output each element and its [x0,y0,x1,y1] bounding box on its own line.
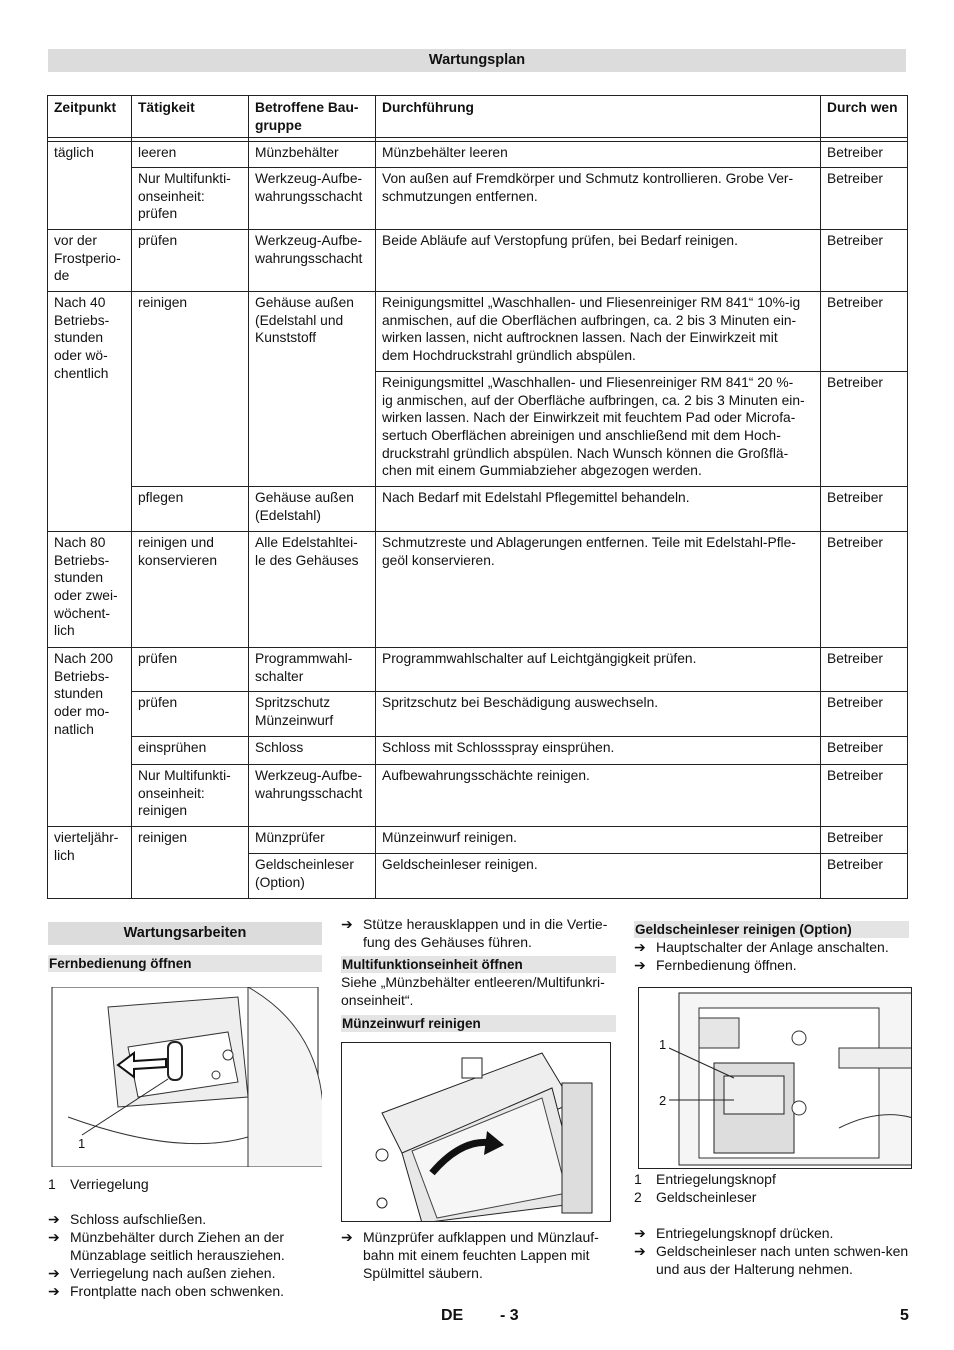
step-item [634,956,909,974]
cell-baugruppe: Werkzeug-Aufbe- wahrungsschacht [249,230,376,292]
cell-zeitpunkt: vierteljähr- lich [48,827,132,899]
step-item [48,1210,322,1228]
step-text: Schloss aufschließen. [70,1211,207,1227]
legend-item [634,1188,909,1206]
step-item [634,1224,909,1242]
cell-durch-wen: Betreiber [821,292,908,372]
table-header-row [48,96,908,138]
table-row [48,292,908,372]
cell-taetigkeit: Nur Multifunkti- onseinheit: reinigen [132,765,249,827]
cell-durchfuehrung: Münzeinwurf reinigen. [376,827,821,854]
cell-taetigkeit: pflegen [132,487,249,532]
cell-durch-wen: Betreiber [821,692,908,737]
cell-durchfuehrung: Beide Abläufe auf Verstopfung prüfen, bei Bedarf reinigen. [376,230,821,292]
arrow-right-icon: ➔ [341,916,353,932]
step-item [634,1242,909,1278]
cell-durchfuehrung: Nach Bedarf mit Edelstahl Pflegemittel behandeln. [376,487,821,532]
cell-durchfuehrung: Von außen auf Fremdkörper und Schmutz kontrollieren. Grobe Ver- schmutzungen entfernen. [376,168,821,230]
cell-durchfuehrung: Schmutzreste und Ablagerungen entfernen. Teile mit Edelstahl-Pfle- geöl konservieren. [376,532,821,648]
cell-zeitpunkt: Nach 200 Betriebs- stunden oder mo- natlich [48,648,132,827]
step-item [341,915,616,951]
cell-durchfuehrung: Schloss mit Schlossspray einsprühen. [376,737,821,765]
header-durchfuehrung: Durchführung [376,96,821,138]
cell-zeitpunkt: täglich [48,142,132,230]
cell-baugruppe: Programmwahl- schalter [249,648,376,692]
header-taetigkeit: Tätigkeit [132,96,249,138]
cell-durch-wen: Betreiber [821,142,908,168]
cell-taetigkeit: reinigen [132,827,249,899]
legend-text: Verriegelung [70,1176,149,1192]
cell-taetigkeit: prüfen [132,230,249,292]
cell-durch-wen: Betreiber [821,230,908,292]
cell-baugruppe: Schloss [249,737,376,765]
cell-baugruppe: Spritzschutz Münzeinwurf [249,692,376,737]
cell-durchfuehrung: Münzbehälter leeren [376,142,821,168]
cell-durch-wen: Betreiber [821,372,908,487]
figure-callout-2: 2 [659,1093,667,1108]
cell-durchfuehrung: Reinigungsmittel „Waschhallen- und Fliesenreiniger RM 841“ 10%-ig anmischen, auf die Oberflächen aufbringen, ca. 2 bis 3 Minuten ein- wirken lassen, nicht auftrocknen lassen. Nach der Einwirkzeit mit dem Hochdruckstrahl gründlich abspülen. [376,292,821,372]
figure-bill-reader [638,987,912,1169]
step-text: Fernbedienung öffnen. [656,957,797,973]
cell-baugruppe: Geldscheinleser (Option) [249,854,376,899]
step-item [634,938,909,956]
table-row [48,765,908,827]
table-row [48,142,908,168]
table-row [48,827,908,854]
subsection-title: Geldscheinleser reinigen (Option) [634,921,909,938]
arrow-right-icon: ➔ [48,1265,60,1281]
table-row [48,230,908,292]
cell-taetigkeit: Nur Multifunkti- onseinheit: prüfen [132,168,249,230]
figure-callout-1: 1 [659,1037,667,1052]
cell-durch-wen: Betreiber [821,765,908,827]
step-text: Verriegelung nach außen ziehen. [70,1265,276,1281]
cell-durchfuehrung: Geldscheinleser reinigen. [376,854,821,899]
legend-text: Geldscheinleser [656,1189,757,1205]
legend-number: 1 [48,1176,56,1192]
subsection-title: Münzeinwurf reinigen [341,1015,616,1032]
cell-zeitpunkt: vor der Frostperio- de [48,230,132,292]
bill-reader-illustration [639,988,912,1169]
header-baugruppe: Betroffene Bau- gruppe [249,96,376,138]
figure-coin-validator [341,1042,611,1222]
cell-taetigkeit: reinigen [132,292,249,487]
cell-baugruppe: Werkzeug-Aufbe- wahrungsschacht [249,765,376,827]
table-row [48,648,908,692]
step-text: Entriegelungsknopf drücken. [656,1225,834,1241]
footer-page-number: 5 [900,1307,909,1324]
arrow-right-icon: ➔ [634,939,646,955]
arrow-right-icon: ➔ [634,1243,646,1259]
cell-taetigkeit: leeren [132,142,249,168]
step-item [341,1228,616,1282]
cell-taetigkeit: reinigen und konservieren [132,532,249,648]
step-item [48,1282,322,1300]
subsection-title: Fernbedienung öffnen [48,955,322,972]
cell-baugruppe: Münzbehälter [249,142,376,168]
cell-durchfuehrung: Reinigungsmittel „Waschhallen- und Fliesenreiniger RM 841“ 20 %- ig anmischen, auf der Oberfläche aufbringen, ca. 2 bis 3 Minuten ein- wirken lassen. Nach der Einwirkzeit mit feuchtem Pad oder Microfa- sertuch Oberflächen abreinigen und anschließend mit dem Hoch- druckstrahl gründlich abspülen. Nach Wunsch können die Großflä- chen mit einem Gummiabzieher abgezogen werden. [376,372,821,487]
step-text: Frontplatte nach oben schwenken. [70,1283,285,1299]
arrow-right-icon: ➔ [341,1229,353,1245]
cell-baugruppe: Alle Edelstahltei- le des Gehäuses [249,532,376,648]
table-row [48,737,908,765]
cell-baugruppe: Gehäuse außen (Edelstahl) [249,487,376,532]
cell-durch-wen: Betreiber [821,532,908,648]
maintenance-table [47,95,908,899]
table-row [48,487,908,532]
remote-control-illustration [48,987,322,1167]
cell-zeitpunkt: Nach 40 Betriebs- stunden oder wö- chentlich [48,292,132,532]
step-item [48,1228,322,1264]
step-text: Münzbehälter durch Ziehen an der Münzablage seitlich herausziehen. [70,1229,285,1263]
header-durch-wen: Durch wen [821,96,908,138]
legend-item [48,1175,322,1193]
cell-taetigkeit: prüfen [132,648,249,692]
cell-durch-wen: Betreiber [821,648,908,692]
arrow-right-icon: ➔ [634,957,646,973]
cell-durchfuehrung: Aufbewahrungsschächte reinigen. [376,765,821,827]
step-text: Hauptschalter der Anlage anschalten. [656,939,889,955]
arrow-right-icon: ➔ [48,1211,60,1227]
cell-taetigkeit: prüfen [132,692,249,737]
legend-number: 2 [634,1189,642,1205]
step-item [48,1264,322,1282]
cell-durch-wen: Betreiber [821,168,908,230]
figure-callout-1: 1 [78,1136,86,1151]
cell-durch-wen: Betreiber [821,854,908,899]
cell-durchfuehrung: Programmwahlschalter auf Leichtgängigkeit prüfen. [376,648,821,692]
cell-durch-wen: Betreiber [821,737,908,765]
cell-baugruppe: Gehäuse außen (Edelstahl und Kunststoff [249,292,376,487]
legend-text: Entriegelungsknopf [656,1171,776,1187]
table-row [48,168,908,230]
cell-durch-wen: Betreiber [821,827,908,854]
arrow-right-icon: ➔ [48,1283,60,1299]
subsection-title: Multifunktionseinheit öffnen [341,956,616,973]
paragraph: Siehe „Münzbehälter entleeren/Multifunkri-onseinheit“. [341,974,605,1008]
footer-section-page: - 3 [500,1307,519,1324]
footer-language: DE [441,1307,464,1324]
arrow-right-icon: ➔ [634,1225,646,1241]
column-multifunktion [341,915,616,1282]
cell-taetigkeit: einsprühen [132,737,249,765]
figure-remote-control [48,987,322,1167]
header-zeitpunkt: Zeitpunkt [48,96,132,138]
cell-durch-wen: Betreiber [821,487,908,532]
column-geldscheinleser [634,915,909,1278]
column-wartungsarbeiten [48,915,322,1300]
cell-zeitpunkt: Nach 80 Betriebs- stunden oder zwei- wöchent- lich [48,532,132,648]
section-title: Wartungsarbeiten [48,922,322,945]
step-text: Münzprüfer aufklappen und Münzlauf-bahn mit einem feuchten Lappen mit Spülmittel säubern. [363,1229,599,1281]
cell-baugruppe: Werkzeug-Aufbe- wahrungsschacht [249,168,376,230]
cell-durchfuehrung: Spritzschutz bei Beschädigung auswechseln. [376,692,821,737]
table-row [48,532,908,648]
arrow-right-icon: ➔ [48,1229,60,1245]
step-text: Stütze herausklappen und in die Vertie-fung des Gehäuses führen. [363,916,608,950]
cell-baugruppe: Münzprüfer [249,827,376,854]
table-row [48,692,908,737]
page-title: Wartungsplan [48,49,906,72]
step-text: Geldscheinleser nach unten schwen-ken und aus der Halterung nehmen. [656,1243,909,1277]
legend-item [634,1170,909,1188]
coin-validator-illustration [342,1043,611,1222]
legend-number: 1 [634,1171,642,1187]
